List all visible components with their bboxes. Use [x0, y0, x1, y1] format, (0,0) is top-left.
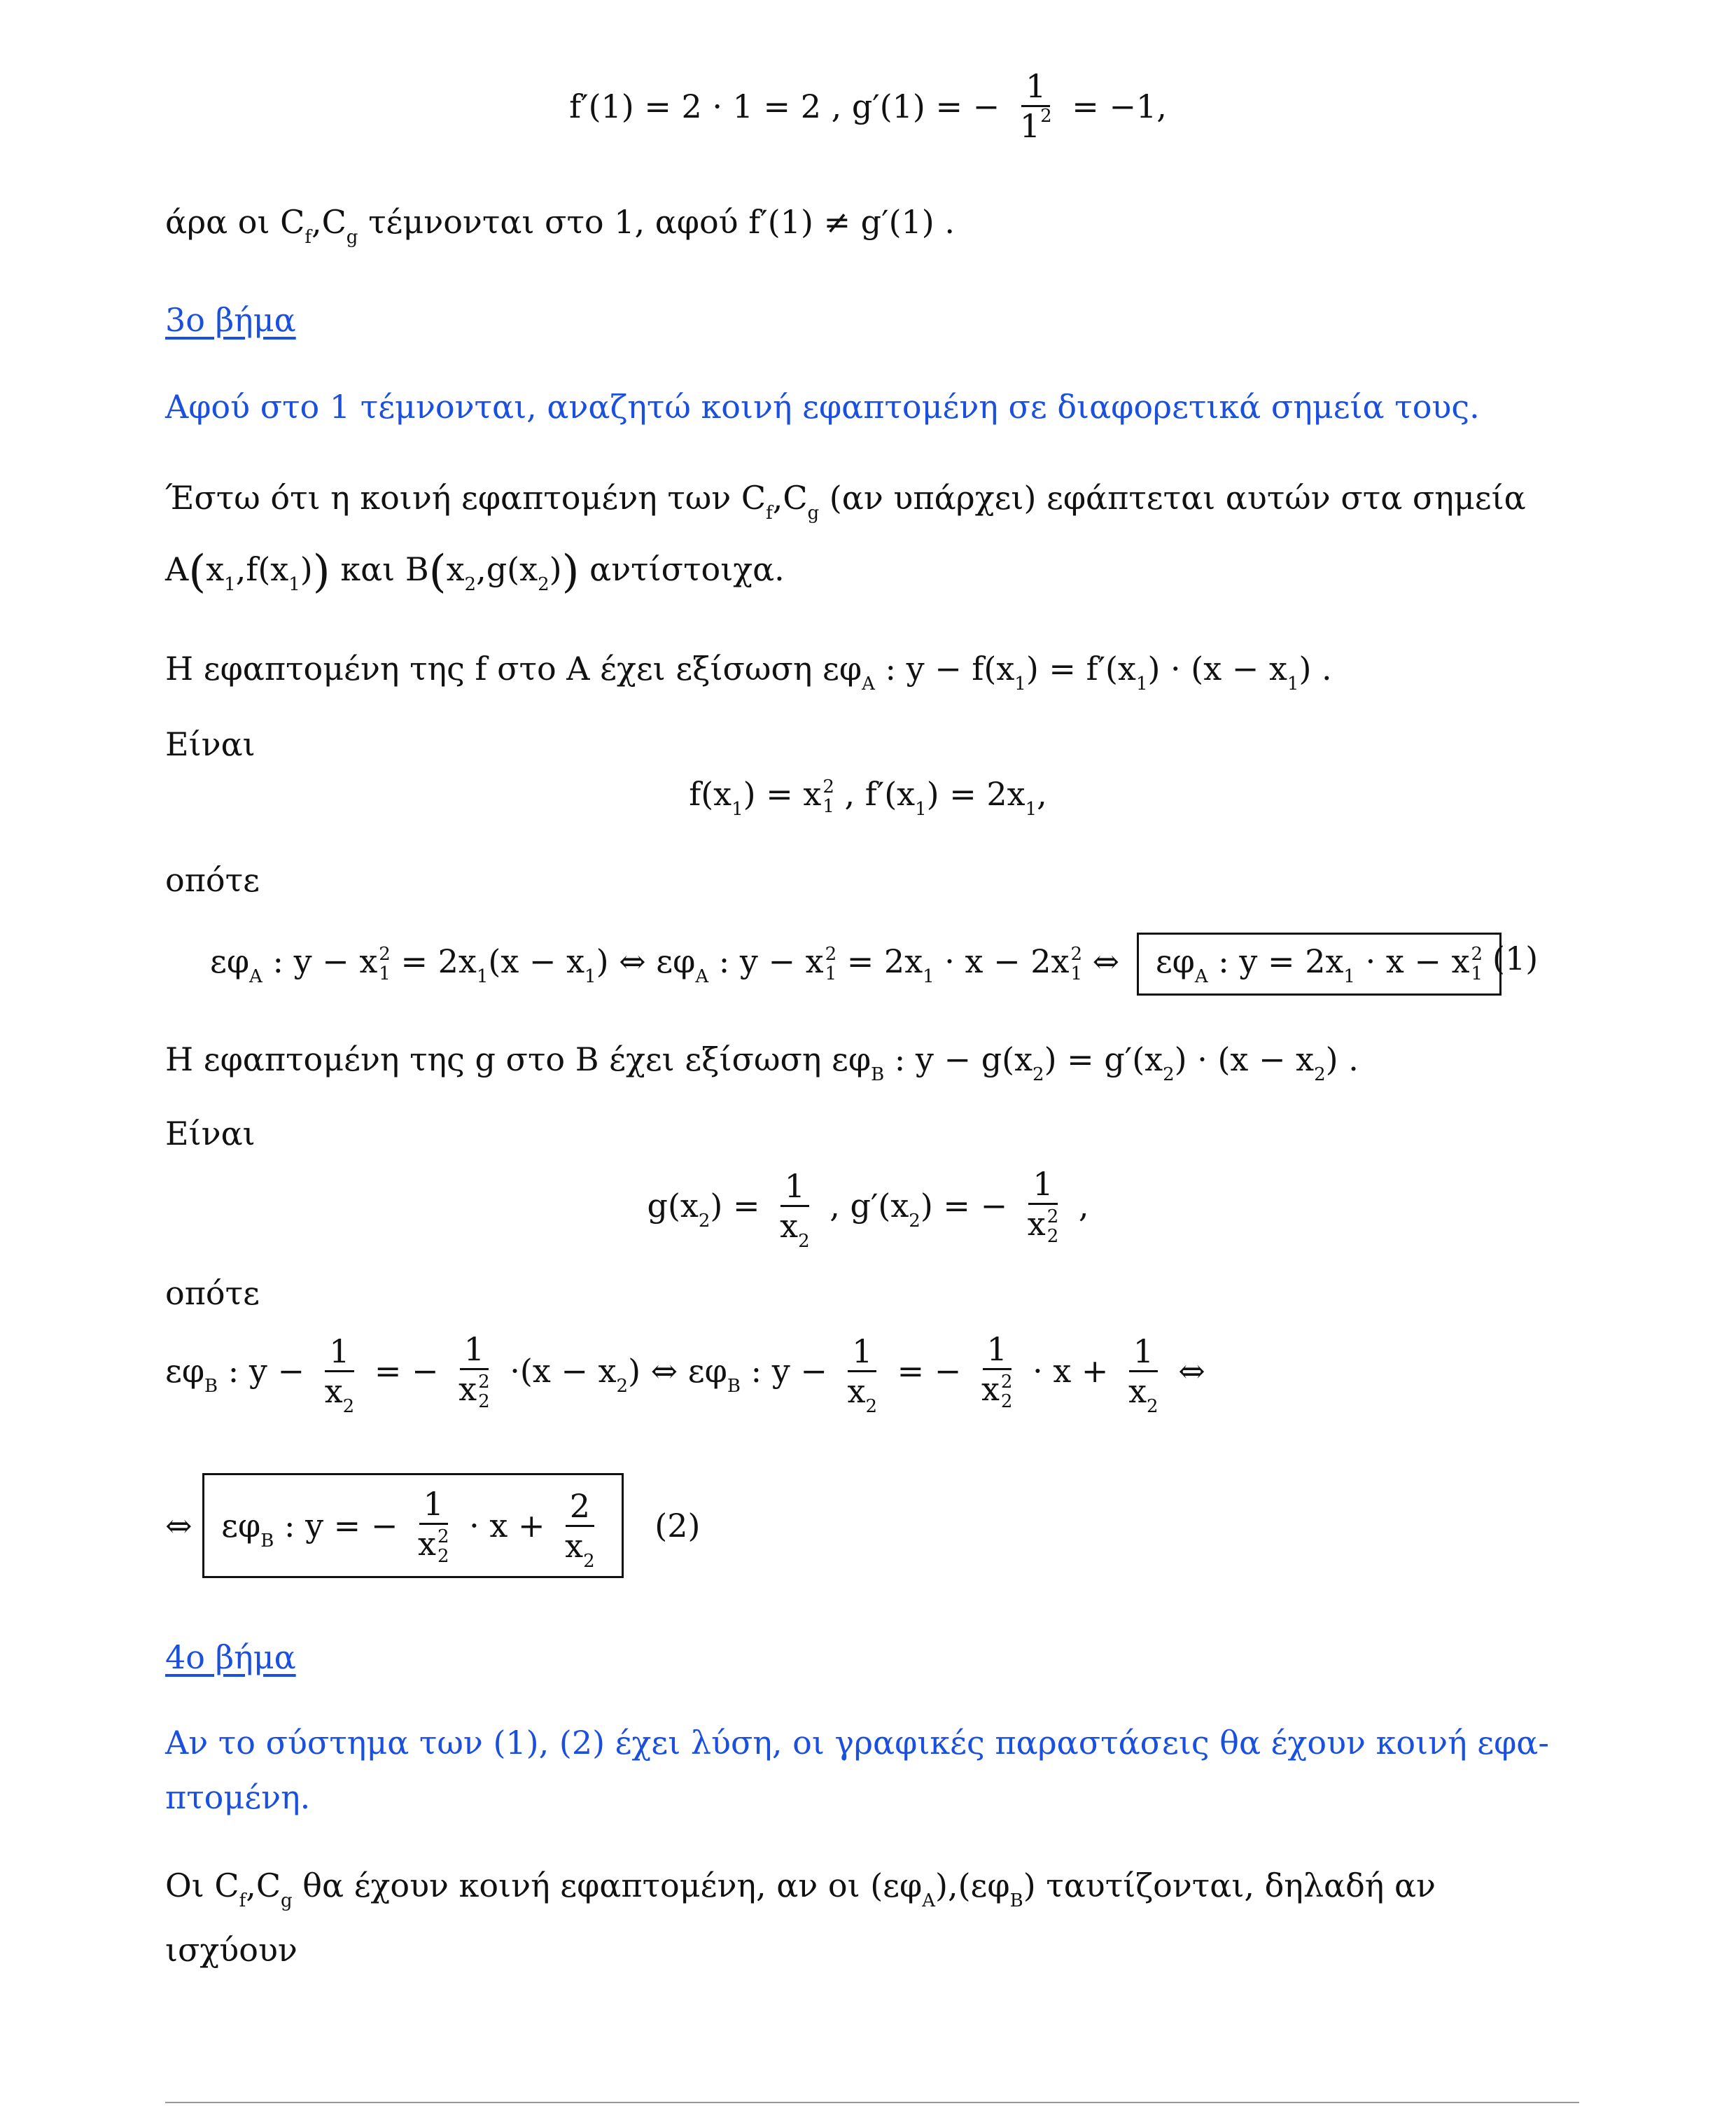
equation-tangent-B-derivation: $\varepsilon\varphi_B$ : y − $\frac{1}{x_2}$ = − 1 x 2 2 $\cdot(x - x_2)$ ⇔ $\varepsilon\varphi_B$ : y − $\frac{1}{x_2}$ = − 1 x 2 2 · x + $\frac{1}{x_2}$ ⇔ [165, 1330, 1205, 1417]
eq-text: f′(1) = 2 · 1 = 2 , g′(1) = − [569, 87, 1000, 125]
step4-text-line2: πτομένη. [165, 1778, 311, 1816]
boxed-equation-1: $\varepsilon\varphi_A$ : $y = 2x_1 \cdot x - x$ 2 1 [1137, 933, 1502, 996]
text-isxyoun: ισχύουν [165, 1931, 298, 1969]
equation-tangent-A: $\varepsilon\varphi_A$ : y − x 2 1 = $2x_1(x - x_1)$ ⇔ $\varepsilon\varphi_A$ : y − x 2 1 = $2x_1 \cdot x - 2x$ 2 1 ⇔ $\varepsilon\varphi_A$ : $y = 2x_1 \cdot x - x$ 2 1 [210, 933, 1502, 996]
footer-rule [165, 2102, 1579, 2103]
eq-text: = −1, [1072, 87, 1167, 125]
text-opote-1: οπότε [165, 861, 260, 899]
equation-label-2: (2) [654, 1507, 701, 1544]
equation-derivatives-at-1 [0, 67, 1736, 145]
boxed-equation-2: $\varepsilon\varphi_B$ : y = − 1 x 2 2 · x + $\frac{2}{x_2}$ [202, 1473, 623, 1578]
step3-text: Αφού στο 1 τέμνονται, αναζητώ κοινή εφαπτομένη σε διαφορετικά σημεία τους. [165, 388, 1480, 426]
text-einai-2: Είναι [165, 1115, 255, 1152]
equation-tangent-B-boxed: ⇔ $\varepsilon\varphi_B$ : y = − 1 x 2 2 · x + $\frac{2}{x_2}$ (2) [165, 1473, 700, 1578]
text-coincide-condition: Οι $C_f,C_g$ θα έχουν κοινή εφαπτομένη, αν οι $(\varepsilon\varphi_A),(\varepsilon\varphi_B)$ ταυτίζονται, δηλαδή αν [165, 1867, 1436, 1911]
text-einai-1: Είναι [165, 725, 255, 763]
equation-label-1: (1) [1492, 940, 1539, 977]
step4-text-line1: Αν το σύστημα των (1), (2) έχει λύση, οι γραφικές παραστάσεις θα έχουν κοινή εφα- [165, 1724, 1549, 1762]
text-tangent-g-at-B: Η εφαπτομένη της g στο B έχει εξίσωση $\varepsilon\varphi_B$ : $y - g(x_2) = g'(x_2) \cdot (x - x_2)$ . [165, 1040, 1359, 1085]
step3-heading: 3ο βήμα [165, 301, 296, 339]
text-common-tangent: Έστω ότι η κοινή εφαπτομένη των $C_f,C_g$ (αν υπάρχει) εφάπτεται αυτών στα σημεία [165, 479, 1526, 524]
equation-f-values: $f(x_1) = x$ 2 1 , $f'(x_1) = 2x_1$, [689, 775, 1047, 820]
text-tangent-f-at-A: Η εφαπτομένη της f στο A έχει εξίσωση $\varepsilon\varphi_A$ : $y - f(x_1) = f'(x_1) \cdot (x - x_1)$ . [165, 650, 1332, 695]
text-intersect-at-1: άρα οι $C_f,C_g$ τέμνονται στο 1, αφού f′(1) ≠ g′(1) . [165, 203, 955, 248]
step4-heading: 4ο βήμα [165, 1638, 296, 1676]
text-points-A-B: $A(x_1,f(x_1))$ και $B(x_2,g(x_2))$ αντίστοιχα. [165, 546, 785, 598]
text-opote-2: οπότε [165, 1274, 260, 1312]
fraction: $\frac{1}{1^2}$ [1019, 67, 1052, 145]
equation-g-values: $g(x_2)$ = $\frac{1}{x_2}$ , $g'(x_2)$ = − 1 x 2 2 , [647, 1165, 1089, 1252]
